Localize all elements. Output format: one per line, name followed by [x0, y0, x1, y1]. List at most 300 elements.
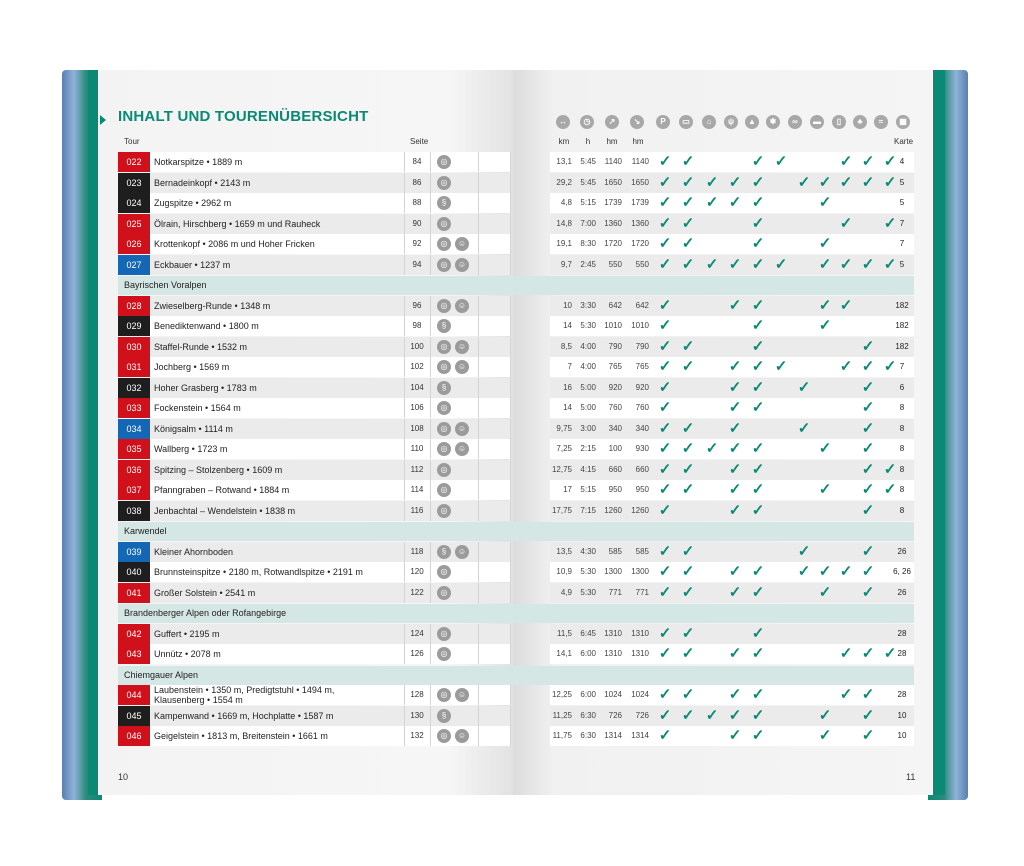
tour-name: Ölrain, Hirschberg • 1659 m und Rauheck: [154, 218, 321, 229]
value-hm1: 760: [608, 403, 622, 412]
tour-number-badge: 046: [118, 726, 150, 746]
column-separator: [478, 583, 479, 603]
column-separator: [478, 644, 479, 664]
seite-column-header: Seite: [410, 137, 429, 146]
column-separator: [510, 583, 511, 603]
column-separator: [404, 316, 405, 336]
tour-number-badge: 041: [118, 583, 150, 603]
column-separator: [478, 234, 479, 254]
value-h: 7:00: [580, 218, 596, 228]
table-row[interactable]: [118, 419, 914, 439]
checkmark-icon: ✓: [728, 358, 742, 375]
checkmark-icon: ✓: [839, 153, 853, 170]
checkmark-icon: ✓: [818, 235, 832, 252]
column-separator: [430, 173, 431, 193]
checkmark-icon: ✓: [774, 358, 788, 375]
checkmark-icon: ✓: [681, 235, 695, 252]
page-reference: 102: [410, 362, 424, 371]
column-separator: [478, 439, 479, 459]
map-number: 8: [899, 464, 905, 474]
value-hm2: 1310: [631, 649, 649, 658]
value-km: 14: [563, 403, 572, 412]
checkmark-icon: ✓: [658, 358, 672, 375]
value-h: 5:30: [580, 587, 596, 597]
page-reference: 88: [412, 198, 422, 207]
checkmark-icon: ✓: [681, 153, 695, 170]
checkmark-icon: ✓: [751, 153, 765, 170]
table-row[interactable]: [118, 644, 914, 664]
map-number: 5: [899, 177, 905, 187]
checkmark-icon: ✓: [861, 563, 875, 580]
page-reference: 86: [412, 177, 422, 187]
table-row[interactable]: [118, 398, 914, 418]
checkmark-icon: ✓: [751, 317, 765, 334]
value-hm2: 1720: [631, 239, 649, 248]
column-separator: [404, 726, 405, 746]
tour-name: Bernadeinkopf • 2143 m: [154, 177, 251, 188]
checkmark-icon: ✓: [658, 214, 672, 232]
difficulty-icon: §: [437, 319, 451, 333]
value-hm2: 760: [635, 403, 649, 412]
column-separator: [404, 480, 405, 500]
column-separator: [404, 378, 405, 398]
checkmark-icon: ✓: [658, 542, 672, 560]
column-separator: [510, 439, 511, 459]
page-reference: 84: [412, 157, 422, 166]
page-reference: 94: [412, 259, 422, 269]
checkmark-icon: ✓: [861, 460, 875, 478]
table-row[interactable]: [118, 337, 914, 357]
value-km: 14: [563, 321, 572, 330]
column-separator: [510, 726, 511, 746]
column-separator: [510, 193, 511, 213]
column-separator: [478, 255, 479, 275]
column-separator: [478, 378, 479, 398]
column-separator: [430, 644, 431, 664]
checkmark-icon: ✓: [658, 235, 672, 252]
map-number: 28: [897, 690, 907, 699]
table-row[interactable]: [118, 501, 914, 521]
checkmark-icon: ✓: [658, 317, 672, 334]
checkmark-icon: ✓: [839, 686, 853, 703]
table-row[interactable]: [118, 234, 914, 254]
value-hm1: 585: [608, 546, 622, 556]
tour-name: Geigelstein • 1813 m, Breitenstein • 1661 m: [154, 731, 328, 741]
condition-icon: ◎: [437, 237, 451, 251]
column-separator: [430, 542, 431, 562]
condition-icon: ◎: [437, 258, 451, 272]
checkmark-icon: ✓: [797, 563, 811, 580]
table-row[interactable]: [118, 685, 914, 705]
checkmark-icon: ✓: [818, 583, 832, 601]
value-h: 4:30: [580, 546, 596, 556]
tour-name: Fockenstein • 1564 m: [154, 403, 241, 413]
column-separator: [404, 624, 405, 644]
bus-icon: ▭: [679, 115, 693, 129]
tour-number-badge: 037: [118, 480, 150, 500]
column-separator: [404, 296, 405, 316]
checkmark-icon: ✓: [861, 481, 875, 498]
column-separator: [510, 501, 511, 521]
checkmark-icon: ✓: [883, 255, 897, 273]
column-separator: [478, 480, 479, 500]
table-row[interactable]: [118, 706, 914, 726]
column-separator: [510, 255, 511, 275]
map-number: 28: [897, 628, 907, 638]
checkmark-icon: ✓: [751, 378, 765, 396]
table-row[interactable]: [118, 542, 914, 562]
tour-name: Wallberg • 1723 m: [154, 444, 228, 454]
winter-icon: ✱: [766, 115, 780, 129]
tour-name: Kampenwand • 1669 m, Hochplatte • 1587 m: [154, 710, 334, 721]
checkmark-icon: ✓: [681, 542, 695, 560]
map-number: 7: [899, 362, 905, 371]
tour-number-badge: 040: [118, 562, 150, 582]
value-hm1: 920: [608, 382, 622, 392]
checkmark-icon: ✓: [728, 727, 742, 744]
column-separator: [478, 726, 479, 746]
checkmark-icon: ✓: [658, 686, 672, 703]
column-separator: [478, 316, 479, 336]
table-row[interactable]: [118, 439, 914, 459]
tour-name: Zwieselberg-Runde • 1348 m: [154, 300, 271, 311]
checkmark-icon: ✓: [861, 419, 875, 437]
value-hm2: 340: [635, 423, 649, 433]
checkmark-icon: ✓: [818, 317, 832, 334]
value-h: 6:00: [580, 690, 596, 699]
table-row[interactable]: [118, 214, 914, 234]
clock-icon: ◷: [580, 115, 594, 129]
column-separator: [478, 214, 479, 234]
column-separator: [430, 460, 431, 480]
map-number: 10: [897, 731, 907, 740]
difficulty-icon: §: [437, 709, 451, 723]
checkmark-icon: ✓: [681, 624, 695, 642]
checkmark-icon: ✓: [751, 727, 765, 744]
tour-number-badge: 035: [118, 439, 150, 459]
value-km: 16: [563, 382, 572, 392]
checkmark-icon: ✓: [681, 194, 695, 211]
tour-name: Notkarspitze • 1889 m: [154, 157, 243, 167]
difficulty-icon: §: [437, 545, 451, 559]
value-km: 19,1: [556, 239, 572, 248]
table-row[interactable]: [118, 460, 914, 480]
checkmark-icon: ✓: [883, 173, 897, 191]
column-separator: [478, 685, 479, 705]
condition-icon: ◎: [437, 299, 451, 313]
column-separator: [404, 337, 405, 357]
ascent-icon: ↗: [605, 115, 619, 129]
table-row[interactable]: [118, 726, 914, 746]
tour-name: Großer Solstein • 2541 m: [154, 587, 256, 598]
map-number: 8: [899, 403, 905, 412]
checkmark-icon: ✓: [705, 173, 719, 191]
page-reference: 96: [412, 300, 422, 310]
checkmark-icon: ✓: [751, 501, 765, 519]
checkmark-icon: ✓: [658, 563, 672, 580]
column-separator: [510, 234, 511, 254]
tour-name: Staffel-Runde • 1532 m: [154, 341, 248, 352]
column-separator: [404, 644, 405, 664]
checkmark-icon: ✓: [751, 235, 765, 252]
page-reference: 114: [410, 485, 424, 494]
condition-icon: ◎: [437, 504, 451, 518]
family-icon: ☺: [455, 340, 469, 354]
column-separator: [430, 501, 431, 521]
checkmark-icon: ✓: [751, 296, 765, 314]
checkmark-icon: ✓: [883, 645, 897, 662]
checkmark-icon: ✓: [681, 173, 695, 191]
family-icon: ☺: [455, 360, 469, 374]
column-separator: [404, 439, 405, 459]
condition-icon: ◎: [437, 586, 451, 600]
page-reference: 118: [410, 546, 424, 556]
map-number: 6: [899, 382, 905, 392]
checkmark-icon: ✓: [883, 481, 897, 498]
value-hm1: 1024: [604, 690, 622, 699]
region-label: Brandenberger Alpen oder Rofangebirge: [124, 608, 287, 618]
tour-number-badge: 031: [118, 357, 150, 377]
value-h: 6:45: [580, 628, 596, 638]
tour-number-badge: 045: [118, 706, 150, 726]
checkmark-icon: ✓: [728, 255, 742, 273]
table-row[interactable]: [118, 152, 914, 172]
table-row[interactable]: [118, 378, 914, 398]
column-separator: [430, 726, 431, 746]
checkmark-icon: ✓: [861, 399, 875, 416]
value-hm1: 1650: [604, 177, 622, 187]
checkmark-icon: ✓: [861, 358, 875, 375]
map-number: 7: [899, 218, 905, 228]
condition-icon: ◎: [437, 688, 451, 702]
column-separator: [478, 296, 479, 316]
checkmark-icon: ✓: [728, 173, 742, 191]
page-reference: 124: [410, 628, 424, 638]
checkmark-icon: ✓: [681, 419, 695, 437]
checkmark-icon: ✓: [751, 358, 765, 375]
column-separator: [430, 624, 431, 644]
unit-label: hm: [606, 137, 618, 146]
value-hm1: 950: [608, 485, 622, 494]
table-row[interactable]: [118, 624, 914, 644]
column-separator: [478, 624, 479, 644]
table-row[interactable]: [118, 316, 914, 336]
column-separator: [510, 152, 511, 172]
value-hm1: 1360: [604, 218, 622, 228]
hut-icon: ▲: [745, 115, 759, 129]
column-separator: [404, 706, 405, 726]
column-separator: [510, 173, 511, 193]
column-separator: [430, 419, 431, 439]
value-hm1: 1260: [604, 505, 622, 515]
checkmark-icon: ✓: [658, 337, 672, 355]
column-separator: [404, 542, 405, 562]
column-separator: [510, 480, 511, 500]
condition-icon: ◎: [437, 627, 451, 641]
value-hm2: 660: [635, 464, 649, 474]
checkmark-icon: ✓: [774, 255, 788, 273]
checkmark-icon: ✓: [681, 645, 695, 662]
column-separator: [510, 624, 511, 644]
value-hm1: 1010: [604, 321, 622, 330]
value-km: 13,1: [556, 157, 572, 166]
tour-name: Spitzing – Stolzenberg • 1609 m: [154, 464, 283, 475]
tour-name: Hoher Grasberg • 1783 m: [154, 382, 257, 393]
page-reference: 104: [410, 382, 424, 392]
checkmark-icon: ✓: [728, 440, 742, 457]
value-hm1: 1140: [604, 157, 622, 166]
tour-number-badge: 038: [118, 501, 150, 521]
value-km: 9,7: [560, 259, 572, 269]
table-row[interactable]: [118, 255, 914, 275]
tour-name: Krottenkopf • 2086 m und Hoher Fricken: [154, 239, 315, 249]
region-section-header: [118, 604, 914, 623]
family-icon: ☺: [455, 299, 469, 313]
checkmark-icon: ✓: [681, 440, 695, 457]
checkmark-icon: ✓: [658, 255, 672, 273]
value-hm2: 930: [635, 444, 649, 453]
value-h: 5:45: [580, 157, 596, 166]
checkmark-icon: ✓: [818, 481, 832, 498]
value-h: 5:15: [580, 485, 596, 494]
value-h: 2:45: [580, 259, 596, 269]
descent-icon: ↘: [630, 115, 644, 129]
column-separator: [510, 337, 511, 357]
value-km: 14,1: [556, 649, 572, 658]
checkmark-icon: ✓: [658, 419, 672, 437]
value-km: 10: [563, 300, 572, 310]
family-icon: ☺: [455, 545, 469, 559]
column-separator: [404, 685, 405, 705]
value-km: 8,5: [560, 341, 572, 351]
tour-name: Jochberg • 1569 m: [154, 362, 230, 372]
checkmark-icon: ✓: [861, 378, 875, 396]
value-km: 7,25: [556, 444, 572, 453]
checkmark-icon: ✓: [658, 440, 672, 457]
checkmark-icon: ✓: [705, 706, 719, 724]
table-row[interactable]: [118, 193, 914, 213]
condition-icon: ◎: [437, 483, 451, 497]
checkmark-icon: ✓: [818, 255, 832, 273]
checkmark-icon: ✓: [658, 378, 672, 396]
checkmark-icon: ✓: [818, 440, 832, 457]
column-separator: [404, 398, 405, 418]
checkmark-icon: ✓: [728, 706, 742, 724]
column-separator: [430, 296, 431, 316]
checkmark-icon: ✓: [839, 645, 853, 662]
region-label: Karwendel: [124, 526, 167, 536]
checkmark-icon: ✓: [818, 296, 832, 314]
checkmark-icon: ✓: [658, 194, 672, 211]
column-separator: [430, 685, 431, 705]
table-row[interactable]: [118, 562, 914, 582]
value-hm1: 765: [608, 362, 622, 371]
checkmark-icon: ✓: [658, 481, 672, 498]
table-row[interactable]: [118, 480, 914, 500]
right-teal-bar: [933, 70, 945, 795]
tour-number-badge: 028: [118, 296, 150, 316]
tour-number-badge: 025: [118, 214, 150, 234]
value-hm2: 1300: [631, 567, 649, 576]
column-separator: [404, 193, 405, 213]
value-hm2: 1140: [631, 157, 649, 166]
checkmark-icon: ✓: [658, 645, 672, 662]
checkmark-icon: ✓: [797, 173, 811, 191]
checkmark-icon: ✓: [751, 214, 765, 232]
map-number: 182: [895, 300, 909, 310]
region-label: Bayrischen Voralpen: [124, 280, 207, 290]
value-h: 4:15: [580, 464, 596, 474]
value-hm2: 790: [635, 341, 649, 351]
column-separator: [510, 398, 511, 418]
table-row[interactable]: [118, 583, 914, 603]
map-number: 28: [897, 649, 907, 658]
column-separator: [478, 501, 479, 521]
family-icon: ☺: [455, 237, 469, 251]
restaurant-icon: ψ: [724, 115, 738, 129]
lake-icon: ≈: [874, 115, 888, 129]
value-hm2: 1314: [631, 731, 649, 740]
column-separator: [510, 562, 511, 582]
tour-number-badge: 027: [118, 255, 150, 275]
family-icon: ☺: [455, 729, 469, 743]
value-hm2: 765: [635, 362, 649, 371]
column-separator: [478, 337, 479, 357]
page-number-left: 10: [118, 772, 129, 782]
map-number: 8: [899, 505, 905, 515]
value-h: 5:30: [580, 567, 596, 576]
checkmark-icon: ✓: [861, 583, 875, 601]
checkmark-icon: ✓: [861, 542, 875, 560]
unit-label: h: [585, 137, 591, 146]
checkmark-icon: ✓: [751, 583, 765, 601]
value-hm1: 1314: [604, 731, 622, 740]
column-separator: [478, 562, 479, 582]
value-hm2: 550: [635, 259, 649, 269]
value-km: 29,2: [556, 177, 572, 187]
bike-icon: ∞: [788, 115, 802, 129]
column-separator: [478, 542, 479, 562]
checkmark-icon: ✓: [728, 399, 742, 416]
table-row[interactable]: [118, 296, 914, 316]
condition-icon: ◎: [437, 360, 451, 374]
cablecar-icon: ⌂: [702, 115, 716, 129]
tour-name: Guffert • 2195 m: [154, 628, 220, 639]
value-h: 5:30: [580, 321, 596, 330]
page-reference: 92: [412, 239, 422, 248]
tour-number-badge: 022: [118, 152, 150, 172]
value-hm2: 1650: [631, 177, 649, 187]
value-hm2: 1010: [631, 321, 649, 330]
tour-name: Eckbauer • 1237 m: [154, 259, 231, 270]
page-title: INHALT UND TOURENÜBERSICHT: [118, 108, 369, 125]
column-separator: [510, 460, 511, 480]
table-row[interactable]: [118, 357, 914, 377]
checkmark-icon: ✓: [728, 419, 742, 437]
tour-name: Zugspitze • 2962 m: [154, 198, 232, 208]
map-number: 26: [897, 587, 907, 597]
column-separator: [478, 419, 479, 439]
column-separator: [430, 255, 431, 275]
checkmark-icon: ✓: [658, 296, 672, 314]
column-separator: [510, 214, 511, 234]
table-row[interactable]: [118, 173, 914, 193]
tour-name-line1: Laubenstein • 1350 m, Predigtstuhl • 1494 m,: [154, 685, 335, 695]
tour-number-badge: 044: [118, 685, 150, 705]
tour-number-badge: 039: [118, 542, 150, 562]
map-number: 5: [899, 198, 905, 207]
checkmark-icon: ✓: [681, 460, 695, 478]
